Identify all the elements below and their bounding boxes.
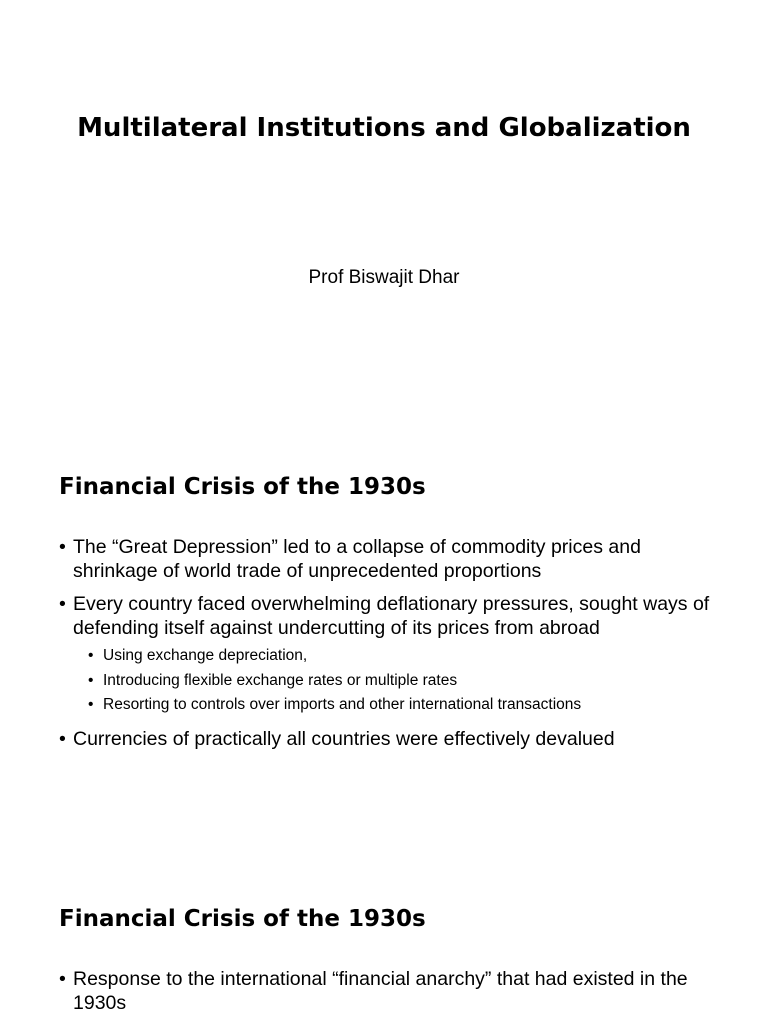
- deck-author: Prof Biswajit Dhar: [308, 267, 460, 288]
- bullet-item: [59, 592, 729, 718]
- sub-bullet-item: • Introducing flexible exchange rates or multiple rates: [88, 669, 729, 694]
- slide-heading: Financial Crisis of the 1930s: [59, 474, 426, 500]
- sub-bullet-item: • Using exchange depreciation,: [88, 644, 729, 669]
- bullet-text: Every country faced overwhelming deflationary pressures, sought ways of defending itself against undercutting of its prices from abroad: [73, 593, 710, 639]
- bullet-item: [59, 535, 729, 583]
- bullet-text: Currencies of practically all countries were effectively devalued: [73, 727, 615, 750]
- bullet-item: [59, 967, 729, 1015]
- bullet-list: [59, 535, 729, 760]
- bullet-list: [59, 967, 729, 1024]
- title-slide: [0, 0, 768, 432]
- sub-bullet-item: • Resorting to controls over imports and other international transactions: [88, 693, 729, 718]
- deck-title: Multilateral Institutions and Globalization: [77, 113, 691, 143]
- slide-heading: Financial Crisis of the 1930s: [59, 906, 426, 932]
- content-slide: [0, 432, 768, 864]
- bullet-item: [59, 727, 729, 751]
- sub-bullet-list: [73, 644, 729, 718]
- content-slide: [0, 864, 768, 1024]
- bullet-text: The “Great Depression” led to a collapse of commodity prices and shrinkage of world trade of unprecedented proportions: [73, 536, 641, 582]
- bullet-text: Response to the international “financial anarchy” that had existed in the 1930s: [73, 968, 688, 1014]
